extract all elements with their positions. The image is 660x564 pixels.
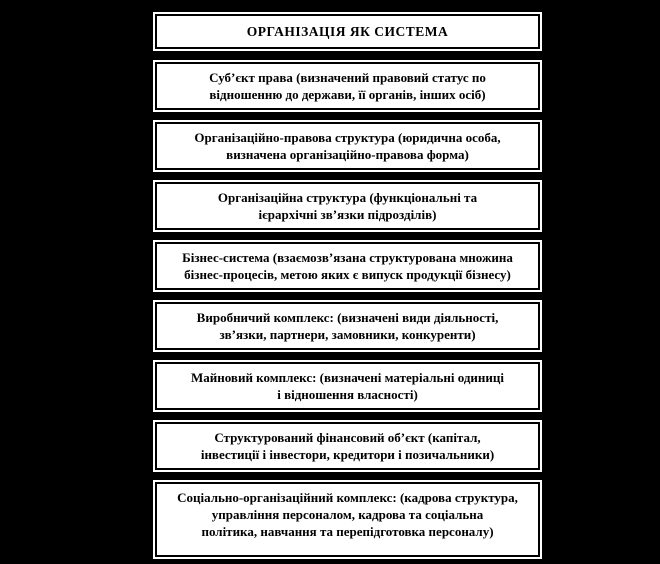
diagram-stack [155, 14, 540, 557]
box-subject-of-law [155, 62, 540, 110]
box-text-line: визначена організаційно-правова форма) [226, 147, 469, 162]
box-text-line: Організаційна структура (функціональні та [217, 190, 478, 205]
box-text-line: Організаційно-правова структура (юридична особа, [194, 130, 501, 145]
box-text-line: Суб’єкт права (визначений правовий статус по [209, 70, 486, 85]
box-social-organizational-complex [155, 482, 540, 557]
box-text-line: Соціально-організаційний комплекс: (кадрова структура, [177, 490, 518, 505]
box-title-text: ОРГАНІЗАЦІЯ ЯК СИСТЕМА [246, 24, 449, 39]
box-text-line: і відношення власності) [277, 387, 418, 402]
box-structured-financial-object [155, 422, 540, 470]
box-text-line: відношенню до держави, її органів, інших осіб) [209, 87, 486, 102]
box-text-line: інвестиції і інвестори, кредитори і позичальники) [200, 447, 495, 462]
box-organizational-structure [155, 182, 540, 230]
box-business-system [155, 242, 540, 290]
box-text-line: Майновий комплекс: (визначені матеріальні одиниці [191, 370, 504, 385]
box-organizational-legal-structure [155, 122, 540, 170]
box-text-line: Структурований фінансовий об’єкт (капітал, [214, 430, 481, 445]
box-text-line: управління персоналом, кадрова та соціальна [211, 507, 484, 522]
box-text-line: бізнес-процесів, метою яких є випуск продукції бізнесу) [184, 267, 511, 282]
box-text-line: Бізнес-система (взаємозв’язана структурована множина [182, 250, 513, 265]
box-text-line: ієрархічні зв’язки підрозділів) [258, 207, 437, 222]
box-production-complex [155, 302, 540, 350]
box-text-line: зв’язки, партнери, замовники, конкуренти) [219, 327, 476, 342]
box-text-line: політика, навчання та перепідготовка персоналу) [201, 524, 494, 539]
box-organization-as-system [155, 14, 540, 49]
box-text-line: Виробничий комплекс: (визначені види діяльності, [196, 310, 499, 325]
box-property-complex [155, 362, 540, 410]
